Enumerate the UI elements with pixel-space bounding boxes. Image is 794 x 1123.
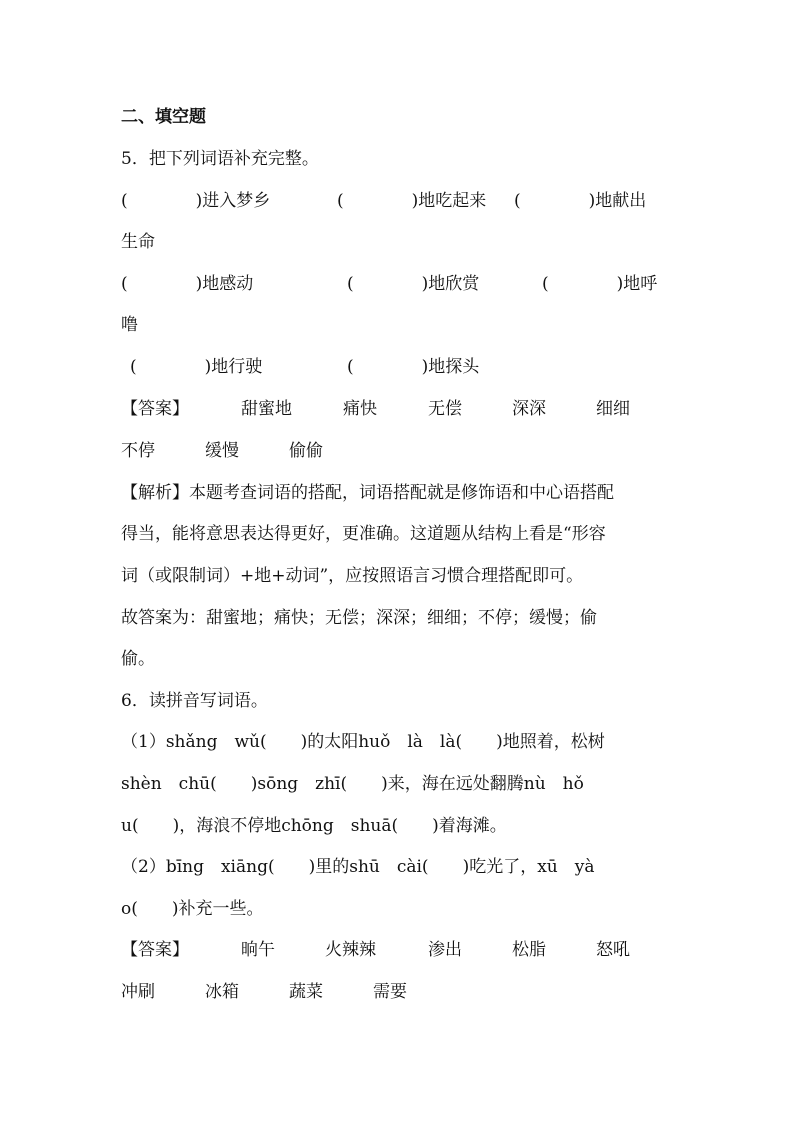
q5-blank-8: ( )地探头 [347,357,480,377]
q6-answer-4: 松脂 [512,940,546,960]
q5-answer-2: 痛快 [343,399,377,419]
q6-answer-2: 火辣辣 [325,940,376,960]
q5-analysis-line-4: 故答案为：甜蜜地；痛快；无偿；深深；细细；不停；缓慢；偷 [121,608,597,628]
q6-answer-8: 蔬菜 [289,982,323,1002]
q5-answer-8: 偷偷 [289,441,323,461]
q6-line-1: （1）shǎng wǔ( )的太阳huǒ là là( )地照着，松树 [121,732,605,752]
q5-blank-6-continuation: 噜 [121,315,138,335]
q5-analysis-line-5: 偷。 [121,649,155,669]
q5-blank-6: ( )地呼 [542,274,658,294]
q6-answer-1: 晌午 [241,940,275,960]
q5-blank-3: ( )地献出 [514,191,647,211]
q5-answer-4: 深深 [512,399,546,419]
q5-blank-7: ( )地行驶 [130,357,263,377]
q5-analysis-line-1: 【解析】本题考查词语的搭配，词语搭配就是修饰语和中心语搭配 [121,483,614,503]
q6-line-3: u( )，海浪不停地chōng shuā( )着海滩。 [121,816,507,836]
q5-answer-3: 无偿 [428,399,462,419]
q5-answer-6: 不停 [121,441,155,461]
q5-blank-3-continuation: 生命 [121,232,155,252]
q5-answer-7: 缓慢 [205,441,239,461]
q5-answer-5: 细细 [596,399,630,419]
q5-answer-label: 【答案】 [121,399,189,419]
q5-blank-1: ( )进入梦乡 [121,191,271,211]
q5-blank-2: ( )地吃起来 [337,191,487,211]
question-5-stem: 5．把下列词语补充完整。 [121,149,319,169]
q6-answer-6: 冲刷 [121,982,155,1002]
q5-blank-4: ( )地感动 [121,274,254,294]
q6-line-5: o( )补充一些。 [121,899,264,919]
q5-blank-5: ( )地欣赏 [347,274,480,294]
q6-line-2: shèn chū( )sōng zhī( )来，海在远处翻腾nù hǒ [121,774,584,794]
q6-answer-7: 冰箱 [205,982,239,1002]
q6-answer-5: 怒吼 [596,940,630,960]
q6-answer-3: 渗出 [428,940,462,960]
q6-answer-label: 【答案】 [121,940,189,960]
q5-analysis-line-3: 词（或限制词）+地+动词”，应按照语言习惯合理搭配即可。 [121,566,584,586]
section-title: 二、填空题 [121,107,206,127]
q5-analysis-line-2: 得当，能将意思表达得更好，更准确。这道题从结构上看是“形容 [121,524,606,544]
q6-answer-9: 需要 [373,982,407,1002]
question-6-stem: 6．读拼音写词语。 [121,691,268,711]
q5-answer-1: 甜蜜地 [241,399,292,419]
q6-line-4: （2）bīng xiāng( )里的shū cài( )吃光了，xū yà [121,857,595,877]
